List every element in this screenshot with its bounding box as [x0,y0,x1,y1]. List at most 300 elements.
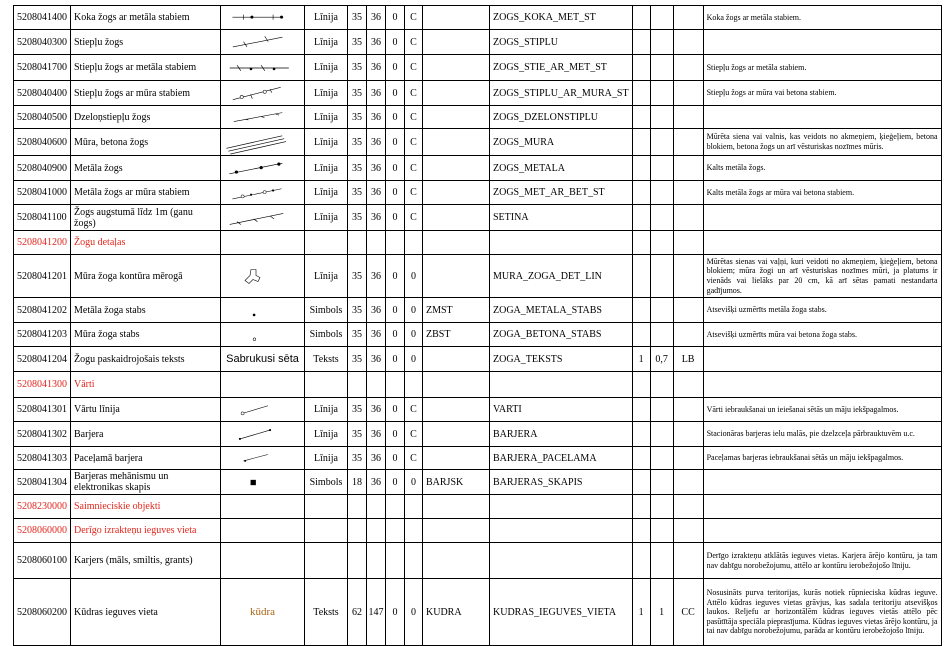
param-a [632,323,650,347]
feature-code: 5208041303 [14,447,71,470]
value-2: 36 [367,81,386,106]
feature-name: Saimnieciskie objekti [71,495,221,519]
param-c: LB [673,347,703,372]
fence-masonry-icon [221,130,304,155]
empty-cell [348,495,367,519]
value-3: 0 [386,298,405,323]
feature-code: 5208040400 [14,81,71,106]
fence-metal-icon [221,157,304,180]
layer-name: ZOGS_MET_AR_BET_ST [490,181,633,205]
geometry-type: Līnija [305,30,348,55]
description [703,347,941,372]
description: Koka žogs ar metāla stabiem. [703,6,941,30]
empty-cell [650,495,673,519]
param-b [650,30,673,55]
description: Stacionāras barjeras ielu malās, pie dzelzceļa pārbrauktuvēm u.c. [703,422,941,447]
value-4 [405,543,423,579]
value-2: 36 [367,422,386,447]
layer-name: ZOGA_TEKSTS [490,347,633,372]
param-b [650,55,673,81]
short-code: KUDRA [423,579,490,646]
param-a [632,181,650,205]
param-a [632,55,650,81]
symbol-cell [221,323,305,347]
value-2: 36 [367,129,386,156]
short-code [423,156,490,181]
description: Kalts metāla žogs ar mūra vai betona stabiem. [703,181,941,205]
param-c [673,156,703,181]
param-b [650,398,673,422]
empty-cell [386,231,405,255]
param-c [673,422,703,447]
param-c [673,30,703,55]
geometry-type: Teksts [305,579,348,646]
empty-cell [703,495,941,519]
value-3: 0 [386,579,405,646]
value-4: 0 [405,255,423,298]
param-b [650,156,673,181]
empty-cell [305,495,348,519]
symbol-cell [221,6,305,30]
symbol-cell [221,81,305,106]
short-code [423,81,490,106]
value-1: 62 [348,579,367,646]
feature-code: 5208040900 [14,156,71,181]
empty-cell [490,495,633,519]
value-2: 36 [367,205,386,231]
short-code [423,205,490,231]
param-c [673,398,703,422]
empty-cell [305,372,348,398]
feature-code-table [13,5,942,646]
param-b [650,106,673,129]
symbol-cell: kūdra [221,579,305,646]
empty-cell [386,372,405,398]
value-1: 35 [348,55,367,81]
param-a [632,81,650,106]
short-code: ZBST [423,323,490,347]
param-c [673,447,703,470]
empty-cell [673,372,703,398]
empty-cell [221,231,305,255]
table-row [14,543,942,579]
value-4: C [405,447,423,470]
value-2: 36 [367,347,386,372]
feature-code: 5208041304 [14,470,71,495]
param-c [673,543,703,579]
value-4: C [405,181,423,205]
value-4: 0 [405,470,423,495]
table-row [14,447,942,470]
empty-cell [650,519,673,543]
table-row [14,106,942,129]
empty-cell [423,519,490,543]
value-4: C [405,422,423,447]
description: Vārti iebraukšanai un ieiešanai sētās un māju iekšpagalmos. [703,398,941,422]
empty-cell [490,519,633,543]
feature-code: 5208060000 [14,519,71,543]
description [703,470,941,495]
symbol-cell [221,129,305,156]
feature-code: 5208060200 [14,579,71,646]
value-2: 36 [367,55,386,81]
barrier-icon [221,423,304,446]
table-row [14,129,942,156]
empty-cell [673,231,703,255]
value-3: 0 [386,81,405,106]
empty-cell [703,231,941,255]
empty-cell [367,495,386,519]
value-1: 35 [348,347,367,372]
param-c [673,129,703,156]
feature-code: 5208041203 [14,323,71,347]
param-a [632,255,650,298]
empty-cell [703,372,941,398]
param-a: 1 [632,579,650,646]
value-2: 36 [367,6,386,30]
table-row [14,81,942,106]
empty-cell [405,519,423,543]
empty-cell [405,372,423,398]
empty-cell [348,372,367,398]
empty-cell [305,231,348,255]
empty-cell [348,519,367,543]
gate-line-icon [221,399,304,421]
value-3: 0 [386,181,405,205]
value-4: C [405,6,423,30]
feature-code: 5208040300 [14,30,71,55]
feature-name: Kūdras ieguves vieta [71,579,221,646]
value-4: C [405,398,423,422]
value-3: 0 [386,398,405,422]
param-c [673,55,703,81]
param-c [673,181,703,205]
value-3: 0 [386,447,405,470]
metal-post-icon [221,299,304,322]
description: Atsevišķi uzmērīts mūra vai betona žoga stabs. [703,323,941,347]
table-row [14,398,942,422]
value-2: 36 [367,470,386,495]
value-3: 0 [386,323,405,347]
value-2: 36 [367,298,386,323]
fence-low-icon [221,206,304,230]
param-b [650,470,673,495]
geometry-type: Simbols [305,323,348,347]
description [703,106,941,129]
short-code [423,347,490,372]
value-1: 35 [348,156,367,181]
table-row [14,470,942,495]
short-code [423,55,490,81]
short-code [423,129,490,156]
fence-outline-icon [221,256,304,297]
layer-name: BARJERA_PACELAMA [490,447,633,470]
table-row [14,30,942,55]
empty-cell [423,372,490,398]
value-4: 0 [405,347,423,372]
symbol-cell [221,205,305,231]
layer-name [490,543,633,579]
empty-cell [405,231,423,255]
table-row [14,6,942,30]
feature-name: Vārti [71,372,221,398]
short-code [423,6,490,30]
short-code [423,30,490,55]
empty-cell [632,519,650,543]
fence-wire-metal-icon [221,56,304,80]
value-4: C [405,81,423,106]
description: Derīgo izrakteņu atklātās ieguves vietas. Karjera ārējo kontūru, ja tam nav dabīgu norobežojumu, attēlo ar kontūru ierobežojošo līniju. [703,543,941,579]
param-b: 1 [650,579,673,646]
feature-name: Barjeras mehānismu un elektronikas skapis [71,470,221,495]
barrier-cabinet-icon [221,471,304,494]
feature-code: 5208041202 [14,298,71,323]
table-row [14,347,942,372]
symbol-cell [221,55,305,81]
feature-name: Mūra žoga stabs [71,323,221,347]
param-a [632,156,650,181]
symbol-cell [221,543,305,579]
table-row [14,55,942,81]
feature-code: 5208041000 [14,181,71,205]
short-code [423,255,490,298]
table-row [14,231,942,255]
geometry-type: Simbols [305,298,348,323]
masonry-post-icon [221,324,304,346]
param-b [650,181,673,205]
feature-name: Stiepļu žogs ar mūra stabiem [71,81,221,106]
geometry-type: Līnija [305,81,348,106]
empty-cell [632,231,650,255]
symbol-cell [221,30,305,55]
empty-cell [367,519,386,543]
fence-wire-masonry-icon [221,82,304,105]
feature-code: 5208230000 [14,495,71,519]
param-c [673,255,703,298]
layer-name: ZOGS_STIPLU_AR_MURA_ST [490,81,633,106]
param-c [673,298,703,323]
table-row [14,372,942,398]
table-row [14,181,942,205]
layer-name: SETINA [490,205,633,231]
param-a [632,422,650,447]
empty-cell [221,495,305,519]
geometry-type: Līnija [305,106,348,129]
table-row [14,323,942,347]
feature-code: 5208041301 [14,398,71,422]
layer-name: ZOGS_STIE_AR_MET_ST [490,55,633,81]
table-row [14,298,942,323]
param-a [632,6,650,30]
short-code [423,447,490,470]
feature-code: 5208041700 [14,55,71,81]
layer-name: ZOGA_METALA_STABS [490,298,633,323]
value-3: 0 [386,422,405,447]
geometry-type: Simbols [305,470,348,495]
value-1: 18 [348,470,367,495]
layer-name: MURA_ZOGA_DET_LIN [490,255,633,298]
value-4: C [405,156,423,181]
feature-name: Mūra, betona žogs [71,129,221,156]
empty-cell [423,495,490,519]
param-c [673,470,703,495]
feature-code: 5208041201 [14,255,71,298]
param-c [673,6,703,30]
description: Stiepļu žogs ar mūra vai betona stabiem. [703,81,941,106]
description: Mūrētas sienas vai vaļņi, kuri veidoti no akmeņiem, ķieģeļiem, betona blokiem; mūra žogi un arī vēsturiskas nozīmes mūri, ja platums ir vienāds vai lielāks par 20 cm, kā arī sētas pamati nestandarta gadījumos. [703,255,941,298]
param-b [650,543,673,579]
feature-code: 5208040600 [14,129,71,156]
param-b: 0,7 [650,347,673,372]
value-2: 36 [367,255,386,298]
table-row [14,579,942,646]
feature-name: Metāla žogs [71,156,221,181]
value-1: 35 [348,181,367,205]
value-3: 0 [386,106,405,129]
empty-cell [673,495,703,519]
param-c [673,205,703,231]
feature-code: 5208040500 [14,106,71,129]
value-3: 0 [386,255,405,298]
param-a [632,205,650,231]
value-1: 35 [348,106,367,129]
value-3: 0 [386,470,405,495]
empty-cell [650,231,673,255]
param-c [673,323,703,347]
table-row [14,519,942,543]
description: Kalts metāla žogs. [703,156,941,181]
short-code: BARJSK [423,470,490,495]
short-code [423,181,490,205]
param-a [632,447,650,470]
empty-cell [386,519,405,543]
value-3: 0 [386,30,405,55]
param-c: CC [673,579,703,646]
value-1: 35 [348,323,367,347]
geometry-type: Līnija [305,422,348,447]
feature-name: Derīgo izrakteņu ieguves vieta [71,519,221,543]
param-c [673,106,703,129]
symbol-cell [221,298,305,323]
param-a [632,543,650,579]
feature-name: Žogs augstumā līdz 1m (ganu žogs) [71,205,221,231]
table-row [14,205,942,231]
empty-cell [348,231,367,255]
fence-metal-masonry-icon [221,182,304,204]
value-3: 0 [386,156,405,181]
feature-code: 5208041300 [14,372,71,398]
value-4: 0 [405,298,423,323]
param-a [632,30,650,55]
value-2 [367,543,386,579]
empty-cell [386,495,405,519]
value-2: 36 [367,156,386,181]
param-a [632,470,650,495]
value-1: 35 [348,81,367,106]
short-code: ZMST [423,298,490,323]
value-1: 35 [348,205,367,231]
symbol-cell [221,470,305,495]
value-4: C [405,55,423,81]
description: Atsevišķi uzmērīts metāla žoga stabs. [703,298,941,323]
table-row [14,495,942,519]
table-row [14,255,942,298]
empty-cell [367,231,386,255]
feature-name: Stiepļu žogs [71,30,221,55]
value-1: 35 [348,422,367,447]
value-1: 35 [348,447,367,470]
layer-name: KUDRAS_IEGUVES_VIETA [490,579,633,646]
value-4: C [405,30,423,55]
symbol-cell [221,447,305,470]
geometry-type: Līnija [305,156,348,181]
feature-code: 5208060100 [14,543,71,579]
feature-code: 5208041204 [14,347,71,372]
lift-barrier-icon [221,448,304,469]
description: Nosusināts purva teritorijas, kurās notiek rūpnieciska kūdras ieguve. Attēlo kūdras ieguves vietas grāvjus, kas sadala teritoriju atsevišķos laukos. Reljefu ar horizontālēm kūdras ieguves vietās attēlo pēc pasūtītāja speciāla pieprasījuma. Kūdras ieguves vietas ārējo kontūru, ja tai nav dabīgu norobežojumu, parāda ar kontūru ierobežojošo līniju. [703,579,941,646]
param-b [650,447,673,470]
layer-name: BARJERAS_SKAPIS [490,470,633,495]
feature-name: Metāla žoga stabs [71,298,221,323]
fence-wire-icon [221,31,304,54]
value-2: 147 [367,579,386,646]
param-a [632,129,650,156]
feature-code: 5208041100 [14,205,71,231]
geometry-type [305,543,348,579]
feature-name: Barjera [71,422,221,447]
layer-name: ZOGS_DZELONSTIPLU [490,106,633,129]
value-2: 36 [367,30,386,55]
value-4: C [405,129,423,156]
geometry-type: Līnija [305,55,348,81]
feature-name: Metāla žogs ar mūra stabiem [71,181,221,205]
value-1: 35 [348,6,367,30]
symbol-cell [221,398,305,422]
value-4: C [405,205,423,231]
feature-code: 5208041302 [14,422,71,447]
empty-cell [490,372,633,398]
value-3: 0 [386,55,405,81]
feature-name: Žogu paskaidrojošais teksts [71,347,221,372]
empty-cell [673,519,703,543]
geometry-type: Līnija [305,6,348,30]
feature-code: 5208041400 [14,6,71,30]
param-a [632,106,650,129]
value-1: 35 [348,30,367,55]
layer-name: ZOGS_KOKA_MET_ST [490,6,633,30]
symbol-cell [221,181,305,205]
feature-name: Paceļamā barjera [71,447,221,470]
param-b [650,323,673,347]
param-c [673,81,703,106]
param-b [650,6,673,30]
param-b [650,422,673,447]
value-3: 0 [386,129,405,156]
short-code [423,422,490,447]
description: Stiepļu žogs ar metāla stabiem. [703,55,941,81]
description: Paceļamas barjeras iebraukšanai sētās un māju iekšpagalmos. [703,447,941,470]
value-2: 36 [367,181,386,205]
short-code [423,106,490,129]
param-a: 1 [632,347,650,372]
layer-name: ZOGA_BETONA_STABS [490,323,633,347]
value-2: 36 [367,447,386,470]
value-1 [348,543,367,579]
empty-cell [650,372,673,398]
short-code [423,543,490,579]
geometry-type: Līnija [305,447,348,470]
empty-cell [305,519,348,543]
